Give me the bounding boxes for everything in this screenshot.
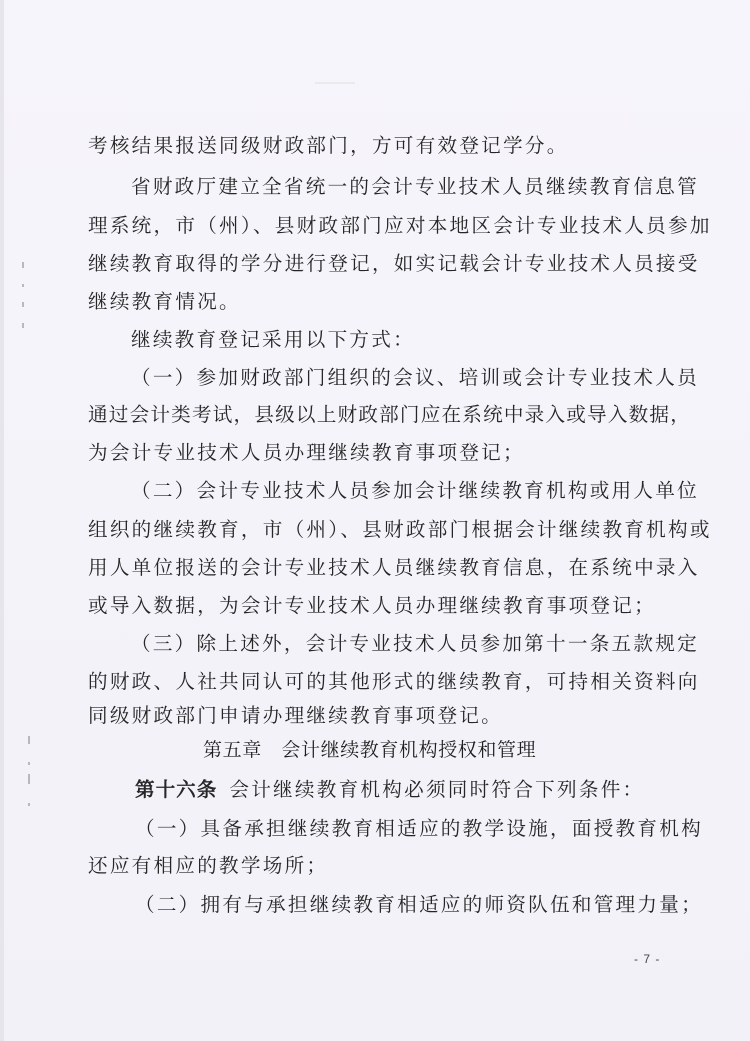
binding-mark	[28, 762, 30, 765]
body-line: 继续教育情况。	[88, 290, 241, 313]
body-line: （一）具备承担继续教育相适应的教学设施，面授教育机构	[135, 817, 703, 840]
body-line: （二）会计专业技术人员参加会计继续教育机构或用人单位	[131, 479, 699, 502]
article-text: 会计继续教育机构必须同时符合下列条件：	[229, 778, 645, 801]
binding-mark	[28, 774, 30, 784]
binding-mark	[28, 736, 30, 744]
body-line: （三）除上述外，会计专业技术人员参加第十一条五款规定	[131, 632, 699, 655]
body-line: 继续教育登记采用以下方式：	[131, 328, 415, 351]
body-line: 为会计专业技术人员办理继续教育事项登记；	[88, 441, 525, 464]
article-line	[135, 778, 664, 802]
binding-mark	[22, 302, 24, 307]
body-line: 的财政、人社共同认可的其他形式的继续教育，可持相关资料向	[88, 670, 700, 693]
page-number: - 7 -	[634, 952, 661, 966]
body-line: （二）拥有与承担继续教育相适应的师资队伍和管理力量；	[135, 893, 703, 916]
body-line: 还应有相应的教学场所；	[88, 854, 329, 877]
body-line: 考核结果报送同级财政部门，方可有效登记学分。	[88, 134, 569, 157]
body-line: （一）参加财政部门组织的会议、培训或会计专业技术人员	[131, 366, 699, 389]
scan-artifact	[315, 82, 355, 84]
binding-mark	[22, 323, 24, 328]
body-line: 或导入数据，为会计专业技术人员办理继续教育事项登记；	[88, 594, 656, 617]
body-line: 用人单位报送的会计专业技术人员继续教育信息，在系统中录入	[88, 556, 700, 579]
binding-mark	[28, 803, 30, 806]
binding-mark	[22, 284, 24, 287]
body-line: 理系统，市（州）、县财政部门应对本地区会计专业技术人员参加	[88, 214, 712, 237]
body-line: 通过会计类考试，县级以上财政部门应在系统中录入或导入数据，	[88, 403, 692, 426]
body-line: 组织的继续教育，市（州）、县财政部门根据会计继续教育机构或	[88, 518, 712, 541]
body-line: 同级财政部门申请办理继续教育事项登记。	[88, 704, 504, 727]
body-line: 继续教育取得的学分进行登记，如实记载会计专业技术人员接受	[88, 252, 700, 275]
binding-mark	[22, 262, 24, 268]
body-line: 省财政厅建立全省统一的会计专业技术人员继续教育信息管	[131, 175, 699, 198]
article-label: 第十六条	[135, 778, 218, 801]
chapter-heading: 第五章 会计继续教育机构授权和管理	[203, 739, 537, 761]
scan-edge	[0, 0, 4, 1041]
